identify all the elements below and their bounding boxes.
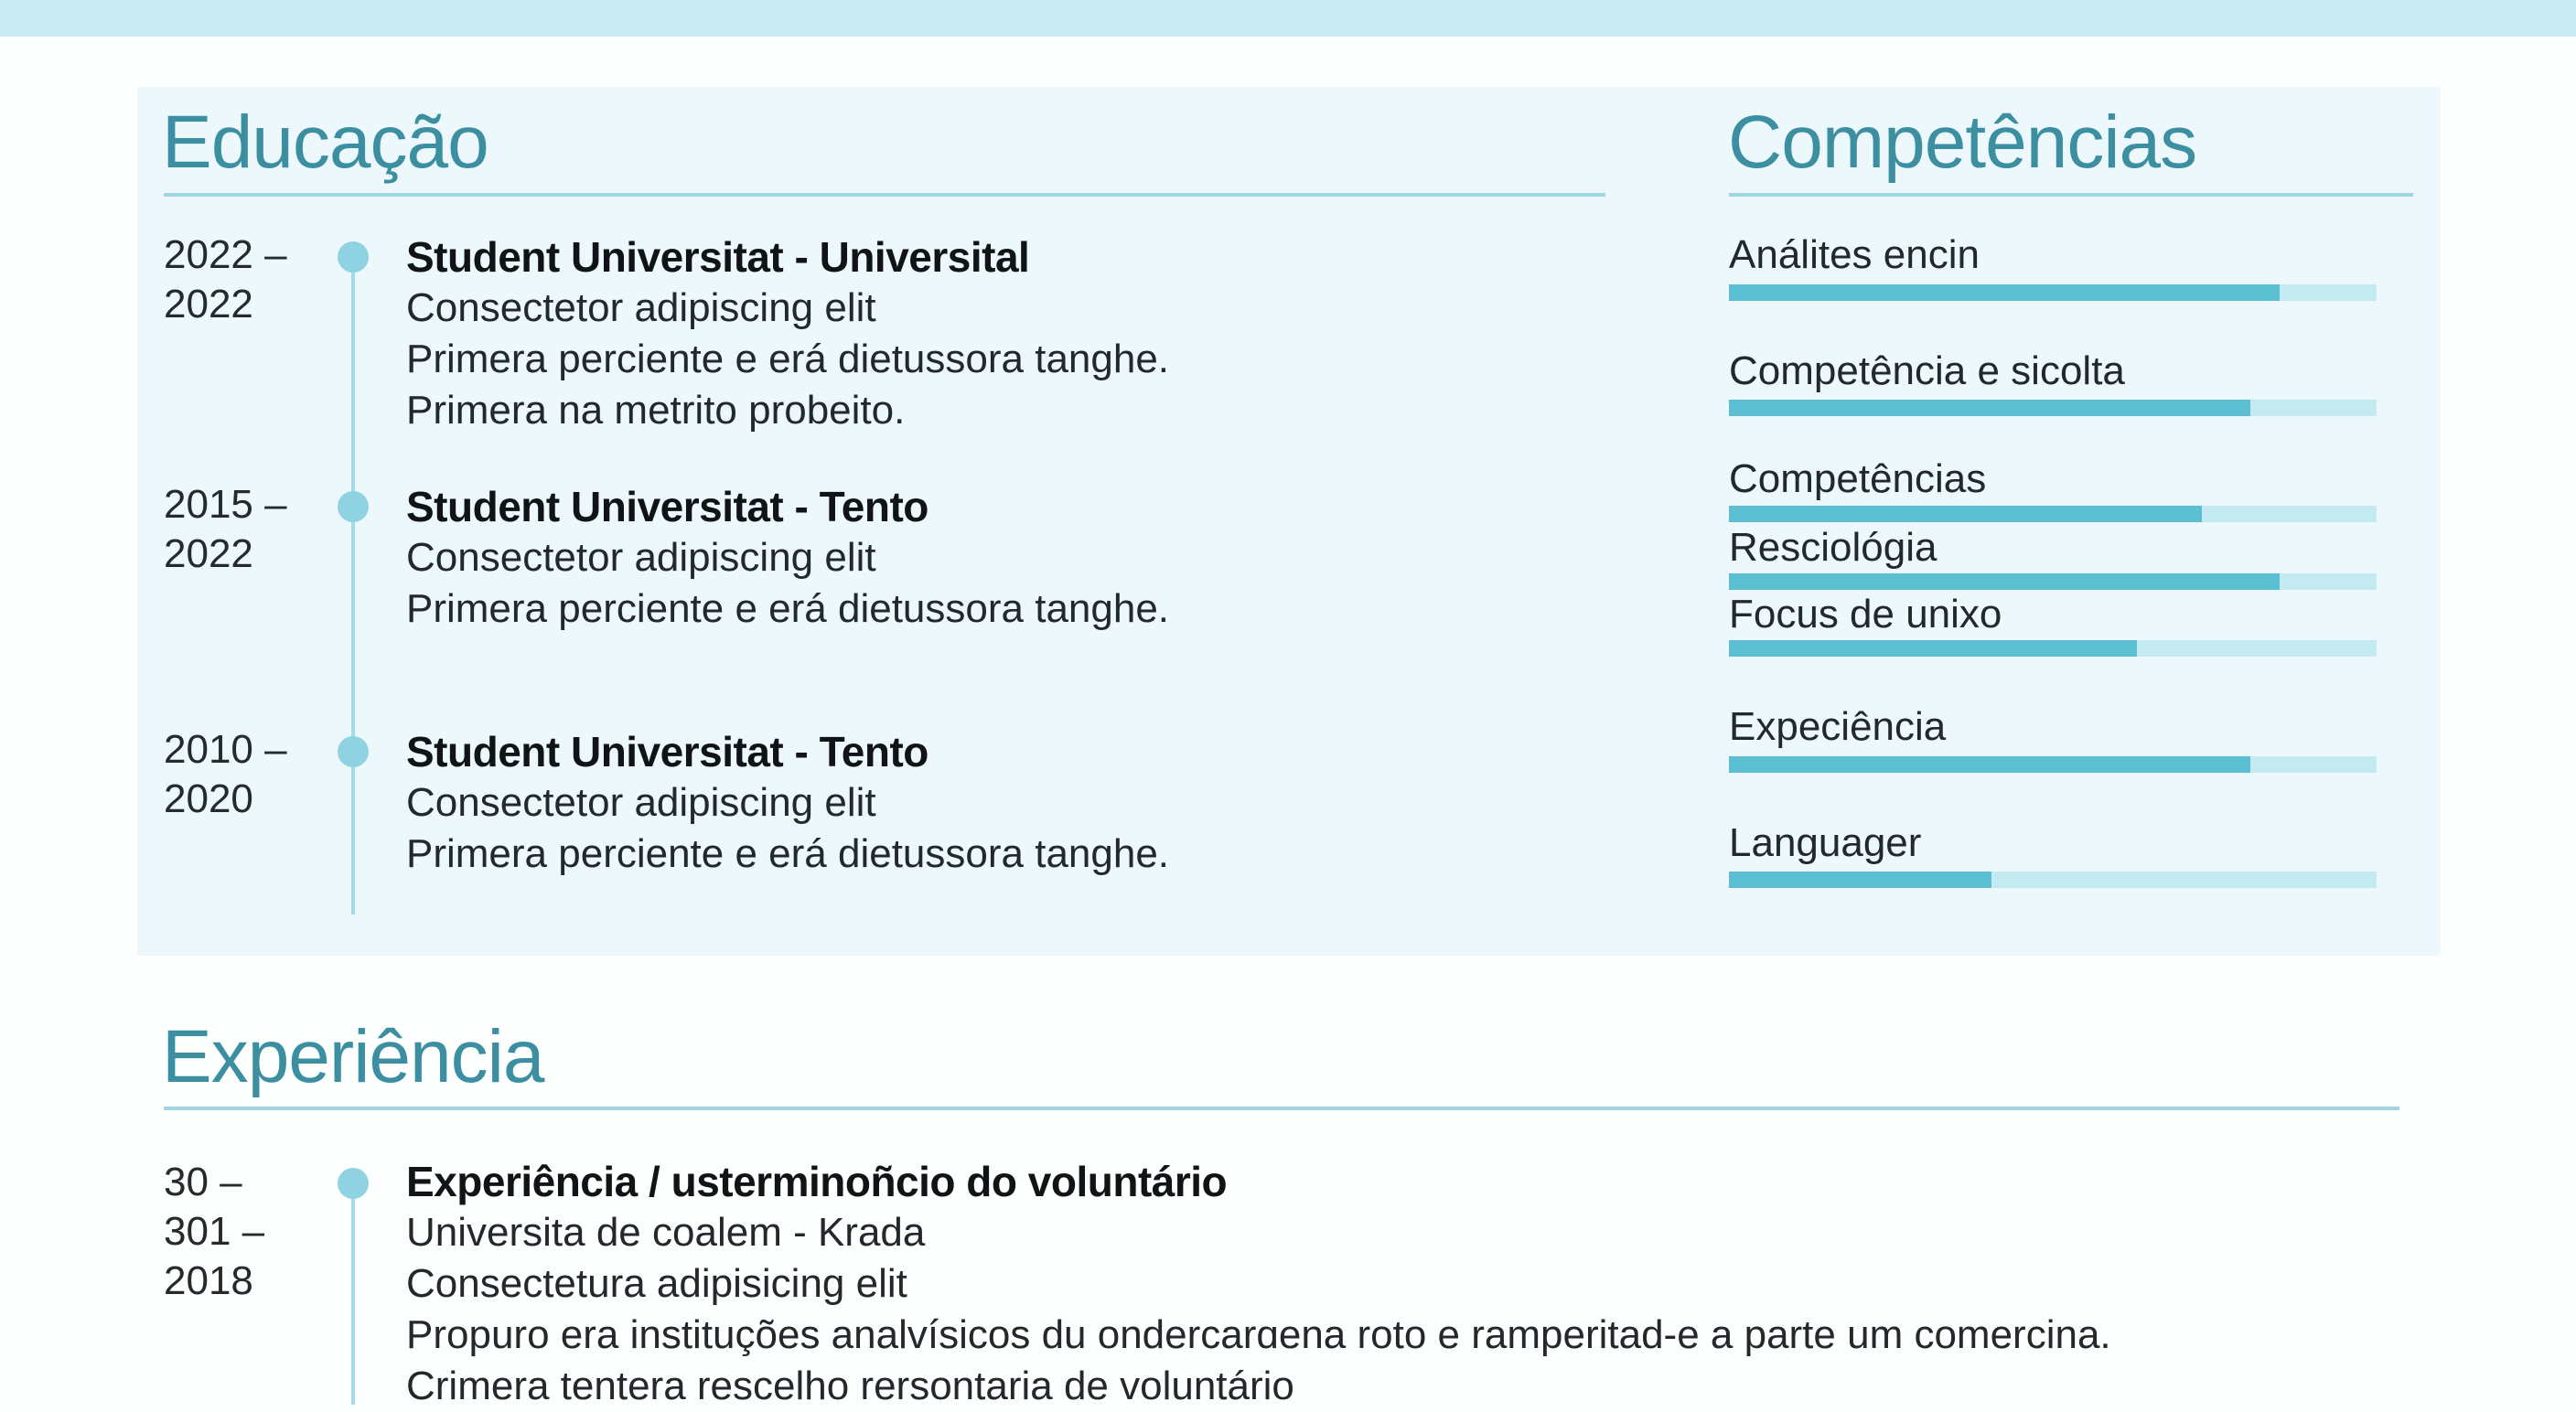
entry-date: 30 – 301 – 2018 (164, 1160, 265, 1303)
skill-label: Languager (1729, 820, 1922, 865)
skill-bar-track (1729, 573, 2377, 590)
timeline-dot (338, 241, 369, 273)
entry-title: Student Universitat - Tento (406, 728, 928, 776)
skill-label: Focus de unixo (1729, 592, 2002, 636)
skill-label: Expeciência (1729, 704, 1947, 749)
skill-bar-track (1729, 400, 2377, 416)
skill-bar-track (1729, 640, 2377, 657)
education-heading: Educação (162, 101, 488, 184)
education-divider (164, 193, 1605, 197)
entry-line: Consectetura adipisicing elit (406, 1261, 907, 1306)
skill-bar-fill (1729, 506, 2202, 522)
entry-line: Universita de coalem - Krada (406, 1210, 926, 1255)
skill-label: Análites encin (1729, 232, 1980, 277)
entry-line: Consectetor adipiscing elit (406, 285, 876, 330)
education-timeline-line (351, 247, 355, 915)
skill-bar-fill (1729, 400, 2250, 416)
entry-line: Consectetor adipiscing elit (406, 780, 876, 825)
experience-divider (164, 1107, 2399, 1110)
timeline-dot (338, 736, 369, 767)
entry-line: Primera perciente e erá dietussora tanghe. (406, 586, 1170, 631)
skill-bar-fill (1729, 756, 2250, 773)
skill-bar-track (1729, 756, 2377, 773)
skill-label: Resciológia (1729, 525, 1937, 570)
skill-bar-fill (1729, 573, 2280, 590)
entry-line: Propuro era instituções analvísicos du ondercarɑena roto e ramperitad-e a parte um comercina. (406, 1312, 2111, 1357)
skills-heading: Competências (1728, 101, 2197, 184)
entry-date: 2015 – 2022 (164, 482, 287, 576)
experience-heading: Experiência (162, 1015, 544, 1098)
skill-bar-track (1729, 872, 2377, 888)
skill-bar-fill (1729, 284, 2280, 301)
skill-bar-track (1729, 284, 2377, 301)
skills-divider (1729, 193, 2413, 197)
entry-line: Primera perciente e erá dietussora tanghe. (406, 337, 1170, 381)
top-color-band (0, 0, 2576, 37)
entry-title: Student Universitat - Universital (406, 233, 1030, 281)
experience-timeline-line (351, 1180, 355, 1405)
entry-line: Primera na metrito probeito. (406, 388, 906, 433)
skill-label: Competências (1729, 456, 1987, 501)
skill-label: Competência e sicolta (1729, 348, 2125, 393)
skill-bar-track (1729, 506, 2377, 522)
skill-bar-fill (1729, 872, 1991, 888)
entry-title: Student Universitat - Tento (406, 483, 928, 530)
skill-bar-fill (1729, 640, 2137, 657)
entry-date: 2010 – 2020 (164, 727, 287, 821)
timeline-dot (338, 491, 369, 522)
timeline-dot (338, 1168, 369, 1199)
entry-title: Experiência / usterminoñcio do voluntário (406, 1158, 1228, 1205)
entry-date: 2022 – 2022 (164, 232, 287, 326)
entry-line: Crimera tentera rescelho rersontaria de voluntário (406, 1364, 1294, 1408)
entry-line: Primera perciente e erá dietussora tanghe. (406, 831, 1170, 876)
entry-line: Consectetor adipiscing elit (406, 535, 876, 580)
